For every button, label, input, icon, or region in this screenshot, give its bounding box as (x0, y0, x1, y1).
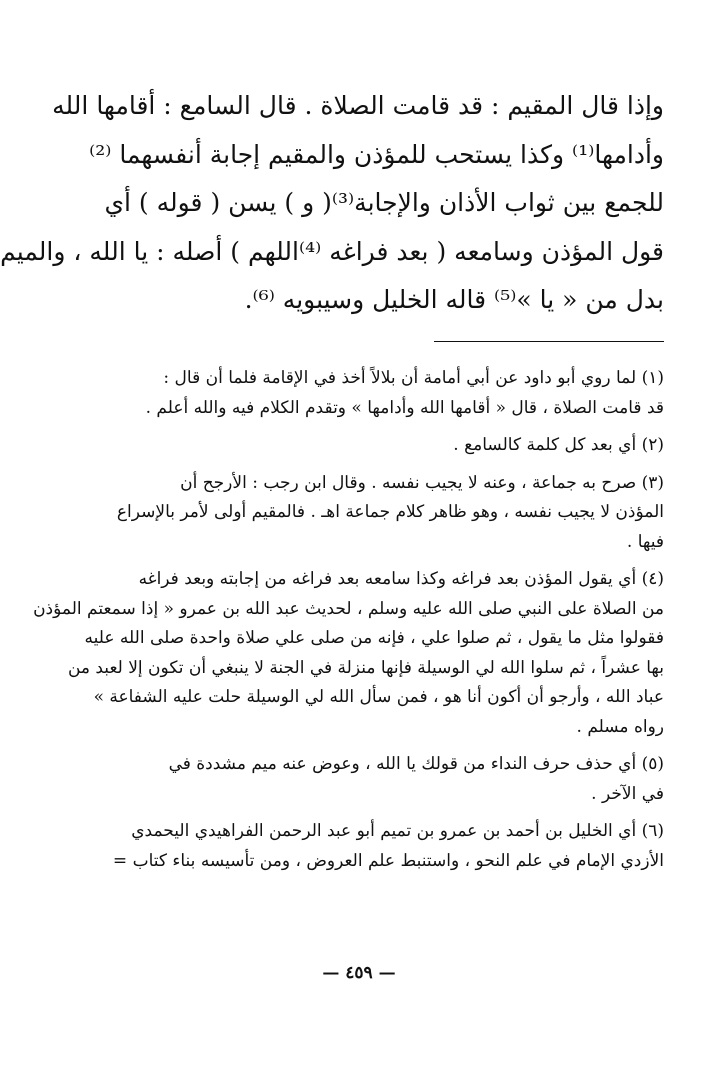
footnote-line: المؤذن لا يجيب نفسه ، وهو ظاهر كلام جماعة اهـ . فالمقيم أولى لأمر بالإسراع (116, 502, 664, 522)
footnote-line: قد قامت الصلاة ، قال « أقامها الله وأدامها » وتقدم الكلام فيه والله أعلم . (145, 397, 664, 418)
footnote-line: رواه مسلم . (576, 716, 664, 737)
footnote-line: فيها . (626, 531, 664, 552)
footnote-line: بها عشراً ، ثم سلوا الله لي الوسيلة فإنها منزلة في الجنة لا ينبغي أن تكون إلا لعبد من (67, 657, 664, 678)
footnote-4 (33, 565, 664, 742)
page-number: — ٤٥٩ — (322, 963, 396, 983)
main-text-line-5: بدل من « يا »⁽⁵⁾ قاله الخليل وسيبويه ⁽⁶⁾. (244, 285, 664, 314)
main-text (0, 82, 664, 325)
footnote-line: عباد الله ، وأرجو أن أكون أنا هو ، فمن سأل الله لي الوسيلة حلت عليه الشفاعة » (93, 687, 664, 707)
footnote-divider (434, 341, 664, 342)
footnote-line: من الصلاة على النبي صلى الله عليه وسلم ، لحديث عبد الله بن عمرو « إذا سمعتم المؤذن (33, 598, 664, 619)
main-text-line-1: وإذا قال المقيم : قد قامت الصلاة . قال السامع : أقامها الله (52, 91, 664, 120)
footnote-line: في الآخر . (591, 783, 664, 804)
footnote-line: (٢) أي بعد كل كلمة كالسامع . (453, 435, 664, 455)
footnote-line: (٦) أي الخليل بن أحمد بن عمرو بن تميم أبو عبد الرحمن الفراهيدي اليحمدي (131, 821, 664, 841)
footnote-line: (٤) أي يقول المؤذن بعد فراغه وكذا سامعه بعد فراغه من إجابته وبعد فراغه (138, 569, 664, 589)
footnote-line: (٣) صرح به جماعة ، وعنه لا يجيب نفسه . وقال ابن رجب : الأرجح أن (180, 472, 664, 493)
footnote-3 (64, 469, 664, 558)
document-page (2, 0, 716, 1080)
footnote-2 (64, 431, 664, 461)
footnote-5 (64, 750, 664, 809)
footnote-line: (٥) أي حذف حرف النداء من قولك يا الله ، وعوض عنه ميم مشددة في (168, 754, 664, 774)
footnotes (33, 364, 664, 884)
main-text-line-4: قول المؤذن وسامعه ( بعد فراغه ⁽⁴⁾اللهم ) أصله : يا الله ، والميم (0, 236, 664, 266)
footnote-1 (64, 364, 664, 423)
main-text-line-2: وأدامها⁽¹⁾ وكذا يستحب للمؤذن والمقيم إجابة أنفسهما ⁽²⁾ (89, 139, 664, 169)
footnote-line: الأزدي الإمام في علم النحو ، واستنبط علم العروض ، ومن تأسيسه بناء كتاب = (112, 850, 664, 871)
main-text-line-3: للجمع بين ثواب الأذان والإجابة⁽³⁾( و ) يسن ( قوله ) أي (104, 188, 664, 217)
footnote-line: فقولوا مثل ما يقول ، ثم صلوا علي ، فإنه من صلى علي صلاة واحدة صلى الله عليه (84, 628, 664, 648)
footnote-6 (64, 817, 664, 876)
footnote-line: (١) لما روي أبو داود عن أبي أمامة أن بلالاً أخذ في الإقامة فلما أن قال : (163, 368, 664, 388)
